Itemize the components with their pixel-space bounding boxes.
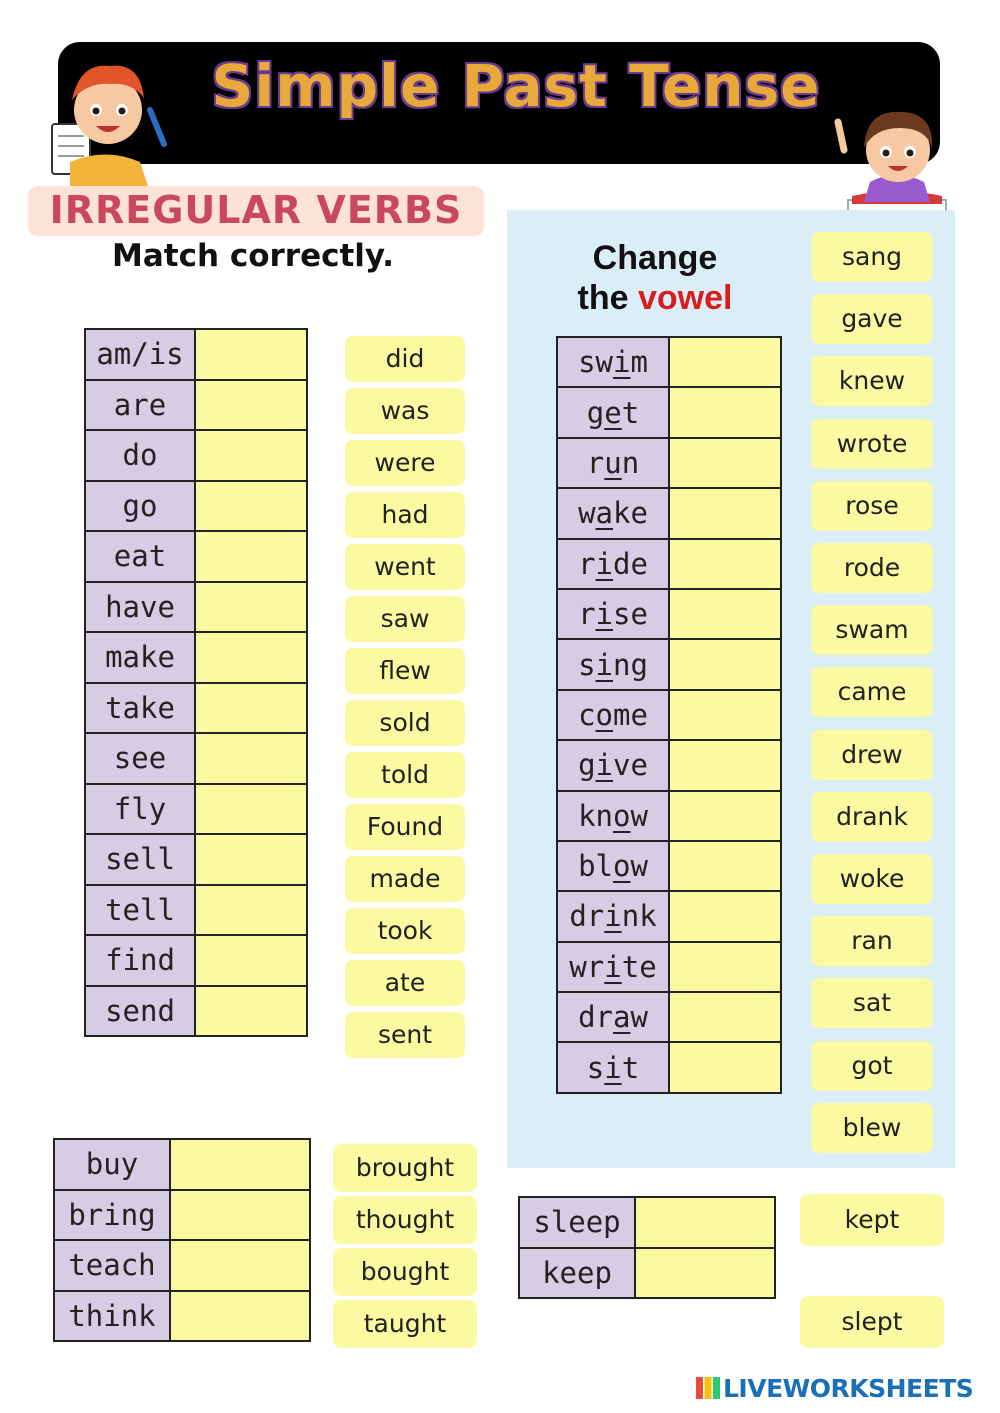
- vowel-heading-highlight: vowel: [637, 279, 733, 317]
- ee-option[interactable]: kept: [800, 1194, 944, 1246]
- table-row: [557, 841, 781, 891]
- table-row: [557, 387, 781, 437]
- table-row: [54, 1291, 310, 1342]
- vowel-option[interactable]: gave: [811, 294, 933, 344]
- answer-drop-zone[interactable]: [669, 690, 781, 740]
- verb-cell: have: [85, 582, 195, 633]
- verb-cell: am/is: [85, 329, 195, 380]
- table-row: [557, 690, 781, 740]
- match-option[interactable]: went: [345, 544, 465, 590]
- answer-drop-zone[interactable]: [635, 1248, 775, 1299]
- table-row: [54, 1139, 310, 1190]
- answer-drop-zone[interactable]: [669, 891, 781, 941]
- title-banner: [58, 42, 940, 164]
- answer-drop-zone[interactable]: [669, 992, 781, 1042]
- verb-vowel: o: [612, 798, 631, 833]
- table-row: [85, 531, 307, 582]
- verb-prefix: g: [586, 395, 605, 430]
- verb-cell: fly: [85, 784, 195, 835]
- verb-prefix: sw: [578, 345, 613, 380]
- verb-vowel: i: [595, 597, 613, 632]
- table-row: [54, 1190, 310, 1241]
- answer-drop-zone[interactable]: [669, 539, 781, 589]
- verb-cell: [557, 841, 669, 891]
- table-row: [85, 329, 307, 380]
- verb-vowel: i: [595, 647, 613, 682]
- verb-prefix: bl: [578, 849, 613, 884]
- verb-vowel: i: [604, 899, 622, 934]
- verb-suffix: n: [621, 445, 640, 480]
- match-option[interactable]: were: [345, 440, 465, 486]
- answer-drop-zone[interactable]: [195, 683, 307, 734]
- verb-prefix: kn: [578, 798, 613, 833]
- verb-vowel: i: [595, 748, 613, 783]
- table-row: [85, 784, 307, 835]
- verb-cell: teach: [54, 1240, 170, 1291]
- page-title: Simple Past Tense: [211, 52, 821, 120]
- table-row: [519, 1197, 775, 1248]
- verb-cell: think: [54, 1291, 170, 1342]
- vowel-heading-line1: Change: [592, 239, 718, 277]
- verb-cell: [557, 589, 669, 639]
- verb-cell: eat: [85, 531, 195, 582]
- table-row: [557, 891, 781, 941]
- subtitle-badge: [28, 186, 484, 236]
- verb-prefix: dr: [578, 1000, 613, 1035]
- answer-drop-zone[interactable]: [195, 430, 307, 481]
- instruction-text: Match correctly.: [112, 238, 395, 274]
- answer-drop-zone[interactable]: [170, 1139, 310, 1190]
- verb-prefix: s: [586, 1050, 605, 1085]
- table-row: [85, 683, 307, 734]
- vowel-option[interactable]: sat: [811, 978, 933, 1028]
- verb-cell: [557, 387, 669, 437]
- match-option[interactable]: sold: [345, 700, 465, 746]
- verb-cell: take: [85, 683, 195, 734]
- verb-suffix: nk: [621, 899, 657, 934]
- verb-cell: [557, 1042, 669, 1092]
- verb-suffix: ve: [613, 748, 648, 783]
- verb-cell: do: [85, 430, 195, 481]
- verb-cell: [557, 438, 669, 488]
- answer-drop-zone[interactable]: [635, 1197, 775, 1248]
- table-row: [557, 639, 781, 689]
- verb-suffix: t: [621, 395, 640, 430]
- answer-drop-zone[interactable]: [195, 834, 307, 885]
- table-row: [85, 380, 307, 431]
- answer-drop-zone[interactable]: [669, 841, 781, 891]
- match-option[interactable]: saw: [345, 596, 465, 642]
- answer-drop-zone[interactable]: [669, 337, 781, 387]
- table-row: [85, 986, 307, 1037]
- ought-option[interactable]: thought: [333, 1196, 477, 1244]
- match-option[interactable]: sent: [345, 1012, 465, 1058]
- match-option[interactable]: did: [345, 336, 465, 382]
- answer-drop-zone[interactable]: [195, 733, 307, 784]
- vowel-heading: [560, 238, 750, 318]
- table-row: [557, 740, 781, 790]
- vowel-option[interactable]: drew: [811, 730, 933, 780]
- table-row: [85, 935, 307, 986]
- verb-vowel: a: [612, 1000, 631, 1035]
- vowel-heading-line2: [560, 278, 750, 318]
- table-row: [54, 1240, 310, 1291]
- table-row: [519, 1248, 775, 1299]
- liveworksheets-logo: [696, 1374, 996, 1403]
- table-row: [557, 942, 781, 992]
- verb-cell: [557, 942, 669, 992]
- verb-suffix: te: [621, 949, 657, 984]
- answer-drop-zone[interactable]: [195, 986, 307, 1037]
- verb-suffix: w: [630, 849, 648, 884]
- table-row: [557, 337, 781, 387]
- answer-drop-zone[interactable]: [195, 632, 307, 683]
- table-row: [557, 992, 781, 1042]
- ee-option[interactable]: slept: [800, 1296, 944, 1348]
- answer-drop-zone[interactable]: [195, 380, 307, 431]
- boy-character-icon: [40, 52, 175, 192]
- verb-suffix: w: [630, 1000, 648, 1035]
- verb-vowel: i: [612, 345, 631, 380]
- answer-drop-zone[interactable]: [669, 942, 781, 992]
- verb-cell: [557, 488, 669, 538]
- table-row: [557, 438, 781, 488]
- verb-cell: [557, 740, 669, 790]
- vowel-option[interactable]: woke: [811, 854, 933, 904]
- match-option[interactable]: Found: [345, 804, 465, 850]
- answer-drop-zone[interactable]: [669, 589, 781, 639]
- vowel-option[interactable]: drank: [811, 792, 933, 842]
- vowel-table: [556, 336, 782, 1094]
- verb-vowel: u: [604, 445, 622, 480]
- verb-cell: make: [85, 632, 195, 683]
- vowel-option[interactable]: blew: [811, 1103, 933, 1153]
- answer-drop-zone[interactable]: [195, 582, 307, 633]
- verb-prefix: r: [578, 597, 596, 632]
- verb-cell: [557, 791, 669, 841]
- verb-cell: find: [85, 935, 195, 986]
- verb-cell: sleep: [519, 1197, 635, 1248]
- table-row: [85, 885, 307, 936]
- table-row: [85, 430, 307, 481]
- verb-cell: bring: [54, 1190, 170, 1241]
- match-table: [84, 328, 308, 1037]
- match-option[interactable]: had: [345, 492, 465, 538]
- answer-drop-zone[interactable]: [669, 438, 781, 488]
- verb-suffix: t: [621, 1050, 640, 1085]
- answer-drop-zone[interactable]: [170, 1190, 310, 1241]
- vowel-option[interactable]: rode: [811, 543, 933, 593]
- verb-cell: see: [85, 733, 195, 784]
- verb-prefix: s: [578, 647, 596, 682]
- table-row: [557, 791, 781, 841]
- verb-vowel: i: [604, 949, 622, 984]
- vowel-option[interactable]: came: [811, 667, 933, 717]
- match-option[interactable]: ate: [345, 960, 465, 1006]
- table-row: [85, 632, 307, 683]
- verb-cell: [557, 690, 669, 740]
- verb-vowel: i: [604, 1050, 622, 1085]
- ought-table: [53, 1138, 311, 1342]
- answer-drop-zone[interactable]: [669, 791, 781, 841]
- answer-drop-zone[interactable]: [669, 740, 781, 790]
- table-row: [557, 1042, 781, 1092]
- vowel-option[interactable]: sang: [811, 232, 933, 282]
- answer-drop-zone[interactable]: [170, 1240, 310, 1291]
- vowel-option[interactable]: rose: [811, 481, 933, 531]
- verb-suffix: m: [630, 345, 648, 380]
- verb-prefix: g: [578, 748, 596, 783]
- answer-drop-zone[interactable]: [195, 481, 307, 532]
- verb-cell: [557, 891, 669, 941]
- table-row: [557, 589, 781, 639]
- verb-suffix: ke: [613, 496, 648, 531]
- ee-table: [518, 1196, 776, 1299]
- verb-suffix: ng: [613, 647, 648, 682]
- verb-prefix: r: [578, 546, 596, 581]
- verb-prefix: c: [578, 697, 596, 732]
- answer-drop-zone[interactable]: [195, 531, 307, 582]
- verb-cell: sell: [85, 834, 195, 885]
- verb-cell: go: [85, 481, 195, 532]
- verb-suffix: w: [630, 798, 648, 833]
- vowel-option[interactable]: got: [811, 1041, 933, 1091]
- footer-logo-text: LIVEWORKSHEETS: [723, 1374, 974, 1403]
- vowel-option[interactable]: wrote: [811, 419, 933, 469]
- table-row: [557, 539, 781, 589]
- verb-cell: [557, 639, 669, 689]
- ought-option[interactable]: brought: [333, 1144, 477, 1192]
- match-option[interactable]: made: [345, 856, 465, 902]
- verb-suffix: de: [613, 546, 648, 581]
- table-row: [557, 488, 781, 538]
- ought-option[interactable]: bought: [333, 1248, 477, 1296]
- verb-cell: send: [85, 986, 195, 1037]
- verb-prefix: wr: [569, 949, 605, 984]
- answer-drop-zone[interactable]: [669, 639, 781, 689]
- table-row: [85, 834, 307, 885]
- answer-drop-zone[interactable]: [669, 387, 781, 437]
- verb-cell: keep: [519, 1248, 635, 1299]
- subtitle: IRREGULAR VERBS: [49, 188, 463, 232]
- answer-drop-zone[interactable]: [195, 935, 307, 986]
- verb-cell: [557, 992, 669, 1042]
- verb-vowel: a: [595, 496, 613, 531]
- girl-character-icon: [830, 92, 960, 222]
- vowel-option[interactable]: swam: [811, 605, 933, 655]
- match-option[interactable]: took: [345, 908, 465, 954]
- verb-vowel: o: [612, 849, 631, 884]
- table-row: [85, 481, 307, 532]
- answer-drop-zone[interactable]: [170, 1291, 310, 1342]
- verb-cell: [557, 337, 669, 387]
- answer-drop-zone[interactable]: [669, 488, 781, 538]
- verb-prefix: dr: [569, 899, 605, 934]
- vowel-option[interactable]: ran: [811, 916, 933, 966]
- verb-vowel: i: [595, 546, 613, 581]
- match-option[interactable]: was: [345, 388, 465, 434]
- answer-drop-zone[interactable]: [669, 1042, 781, 1092]
- answer-drop-zone[interactable]: [195, 329, 307, 380]
- vowel-heading-prefix: the: [577, 279, 638, 317]
- match-option[interactable]: told: [345, 752, 465, 798]
- verb-suffix: me: [613, 697, 648, 732]
- answer-drop-zone[interactable]: [195, 784, 307, 835]
- verb-cell: tell: [85, 885, 195, 936]
- verb-prefix: w: [578, 496, 596, 531]
- verb-prefix: r: [586, 445, 605, 480]
- answer-drop-zone[interactable]: [195, 885, 307, 936]
- liveworksheets-mark-icon: [696, 1377, 720, 1399]
- verb-suffix: se: [613, 597, 648, 632]
- verb-vowel: o: [595, 697, 613, 732]
- verb-cell: are: [85, 380, 195, 431]
- ought-option[interactable]: taught: [333, 1300, 477, 1348]
- match-option[interactable]: flew: [345, 648, 465, 694]
- verb-vowel: e: [604, 395, 622, 430]
- table-row: [85, 733, 307, 784]
- table-row: [85, 582, 307, 633]
- verb-cell: [557, 539, 669, 589]
- verb-cell: buy: [54, 1139, 170, 1190]
- vowel-option[interactable]: knew: [811, 356, 933, 406]
